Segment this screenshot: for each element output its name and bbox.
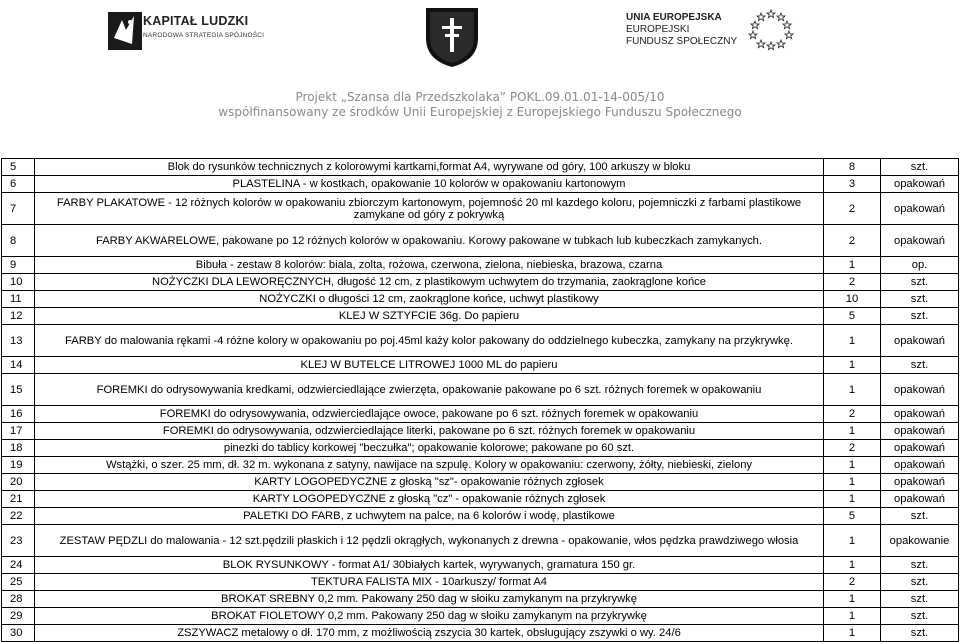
kapital-ludzki-subtitle: NARODOWA STRATEGIA SPÓJNOŚCI bbox=[143, 32, 265, 39]
row-number: 13 bbox=[2, 325, 35, 357]
row-number: 22 bbox=[2, 508, 35, 525]
row-unit: szt. bbox=[881, 508, 959, 525]
row-number: 20 bbox=[2, 474, 35, 491]
table-row bbox=[2, 557, 959, 574]
project-info bbox=[0, 90, 960, 120]
table-row bbox=[2, 625, 959, 642]
row-quantity: 1 bbox=[824, 457, 881, 474]
table-row bbox=[2, 525, 959, 557]
table-row bbox=[2, 308, 959, 325]
row-quantity: 1 bbox=[824, 608, 881, 625]
row-number: 8 bbox=[2, 225, 35, 257]
row-quantity: 1 bbox=[824, 557, 881, 574]
row-description: KLEJ W BUTELCE LITROWEJ 1000 ML do papieru bbox=[35, 357, 824, 374]
project-title: Projekt „Szansa dla Przedszkolaka” POKL.09.01.01-14-005/10 bbox=[295, 90, 665, 104]
row-quantity: 3 bbox=[824, 176, 881, 193]
table-row bbox=[2, 325, 959, 357]
row-quantity: 2 bbox=[824, 274, 881, 291]
row-quantity: 1 bbox=[824, 325, 881, 357]
table-row bbox=[2, 159, 959, 176]
row-unit: szt. bbox=[881, 291, 959, 308]
row-unit: szt. bbox=[881, 159, 959, 176]
row-number: 29 bbox=[2, 608, 35, 625]
row-description: FOREMKI do odrysowywania, odzwierciedlające literki, pakowane po 6 szt. różnych foremek w opakowaniu bbox=[35, 423, 824, 440]
row-number: 21 bbox=[2, 491, 35, 508]
eu-line-1: UNIA EUROPEJSKA bbox=[626, 12, 722, 23]
row-quantity: 1 bbox=[824, 357, 881, 374]
row-quantity: 10 bbox=[824, 291, 881, 308]
row-unit: opakowanie bbox=[881, 525, 959, 557]
row-unit: opakowań bbox=[881, 325, 959, 357]
row-unit: opakowań bbox=[881, 423, 959, 440]
row-quantity: 1 bbox=[824, 591, 881, 608]
row-quantity: 2 bbox=[824, 406, 881, 423]
row-quantity: 2 bbox=[824, 193, 881, 225]
table-row bbox=[2, 274, 959, 291]
row-number: 6 bbox=[2, 176, 35, 193]
row-unit: opakowań bbox=[881, 406, 959, 423]
row-number: 11 bbox=[2, 291, 35, 308]
page-header bbox=[0, 0, 960, 150]
table-row bbox=[2, 457, 959, 474]
row-description: BROKAT FIOLETOWY 0,2 mm. Pakowany 250 dag w słoiku zamykanym na przykrywkę bbox=[35, 608, 824, 625]
row-quantity: 1 bbox=[824, 374, 881, 406]
row-number: 18 bbox=[2, 440, 35, 457]
row-quantity: 5 bbox=[824, 508, 881, 525]
row-description: FARBY do malowania rękami -4 różne kolory w opakowaniu po poj.45ml każy kolor pakowany do oddzielnego kubeczka, zamykany na przykrywkę. bbox=[35, 325, 824, 357]
row-description: KARTY LOGOPEDYCZNE z głoską "sz"- opakowanie różnych zgłosek bbox=[35, 474, 824, 491]
table-row bbox=[2, 491, 959, 508]
row-description: PLASTELINA - w kostkach, opakowanie 10 kolorów w opakowaniu kartonowym bbox=[35, 176, 824, 193]
row-number: 7 bbox=[2, 193, 35, 225]
row-unit: szt. bbox=[881, 274, 959, 291]
table-row bbox=[2, 291, 959, 308]
row-unit: opakowań bbox=[881, 225, 959, 257]
row-number: 17 bbox=[2, 423, 35, 440]
row-description: PALETKI DO FARB, z uchwytem na palce, na 6 kolorów i wodę, plastikowe bbox=[35, 508, 824, 525]
table-row bbox=[2, 257, 959, 274]
row-description: NOŻYCZKI o długości 12 cm, zaokrąglone końce, uchwyt plastikowy bbox=[35, 291, 824, 308]
row-unit: opakowań bbox=[881, 491, 959, 508]
row-quantity: 1 bbox=[824, 257, 881, 274]
row-quantity: 5 bbox=[824, 308, 881, 325]
items-table bbox=[1, 158, 959, 642]
row-number: 12 bbox=[2, 308, 35, 325]
table-row bbox=[2, 591, 959, 608]
row-unit: opakowań bbox=[881, 374, 959, 406]
row-description: FOREMKI do odrysowywania kredkami, odzwierciedlające zwierzęta, opakowanie pakowane po 6 szt. różnych foremek w opakowaniu bbox=[35, 374, 824, 406]
table-row bbox=[2, 574, 959, 591]
row-description: TEKTURA FALISTA MIX - 10arkuszy/ format A4 bbox=[35, 574, 824, 591]
table-row bbox=[2, 423, 959, 440]
eu-line-3: FUNDUSZ SPOŁECZNY bbox=[626, 36, 738, 47]
table-row bbox=[2, 440, 959, 457]
row-description: NOŻYCZKI DLA LEWORĘCZNYCH, długość 12 cm, z plastikowym uchwytem do trzymania, zaokrąglone końce bbox=[35, 274, 824, 291]
table-row bbox=[2, 225, 959, 257]
row-number: 9 bbox=[2, 257, 35, 274]
coat-of-arms-icon bbox=[422, 4, 482, 70]
row-unit: op. bbox=[881, 257, 959, 274]
row-quantity: 1 bbox=[824, 423, 881, 440]
row-quantity: 8 bbox=[824, 159, 881, 176]
row-unit: opakowań bbox=[881, 474, 959, 491]
row-unit: szt. bbox=[881, 557, 959, 574]
row-quantity: 1 bbox=[824, 625, 881, 642]
eu-line-2: EUROPEJSKI bbox=[626, 24, 690, 35]
row-unit: szt. bbox=[881, 608, 959, 625]
row-unit: szt. bbox=[881, 625, 959, 642]
row-description: ZESTAW PĘDZLI do malowania - 12 szt.pędzili płaskich i 12 pędzli okrągłych, wykonanych z drewna - opakowanie, włos pędzka prawdziwego włosia bbox=[35, 525, 824, 557]
row-quantity: 2 bbox=[824, 225, 881, 257]
row-description: Wstążki, o szer. 25 mm, dł. 32 m. wykonana z satyny, nawijace na szpulę. Kolory w opakowaniu: czerwony, żółty, niebieski, zielony bbox=[35, 457, 824, 474]
table-row bbox=[2, 474, 959, 491]
row-description: Bibuła - zestaw 8 kolorów: biala, zolta, rożowa, czerwona, zielona, niebieska, brazowa, czarna bbox=[35, 257, 824, 274]
table-row bbox=[2, 374, 959, 406]
row-unit: opakowań bbox=[881, 457, 959, 474]
items-table-body bbox=[2, 159, 959, 642]
row-description: FOREMKI do odrysowywania, odzwierciedlające owoce, pakowane po 6 szt. różnych foremek w opakowaniu bbox=[35, 406, 824, 423]
row-description: FARBY PLAKATOWE - 12 różnych kolorów w opakowaniu zbiorczym kartonowym, pojemność 20 ml kazdego koloru, pojemniczki z farbami plastikowe zamykane od góry z pokrywką bbox=[35, 193, 824, 225]
table-row bbox=[2, 508, 959, 525]
row-quantity: 1 bbox=[824, 491, 881, 508]
table-row bbox=[2, 406, 959, 423]
row-number: 19 bbox=[2, 457, 35, 474]
table-row bbox=[2, 357, 959, 374]
eu-fund-label bbox=[626, 12, 737, 48]
eu-flag-icon bbox=[744, 6, 798, 52]
row-unit: opakowań bbox=[881, 193, 959, 225]
table-row bbox=[2, 193, 959, 225]
table-row bbox=[2, 176, 959, 193]
row-number: 28 bbox=[2, 591, 35, 608]
row-description: ZSZYWACZ metalowy o dł. 170 mm, z możliwością zszycia 30 kartek, obsługujący zszywki o wy. 24/6 bbox=[35, 625, 824, 642]
row-unit: szt. bbox=[881, 308, 959, 325]
row-description: Blok do rysunków technicznych z kolorowymi kartkami,format A4, wyrywane od góry, 100 arkuszy w bloku bbox=[35, 159, 824, 176]
row-description: KARTY LOGOPEDYCZNE z głoską "cz" - opakowanie różnych zgłosek bbox=[35, 491, 824, 508]
row-number: 10 bbox=[2, 274, 35, 291]
row-number: 30 bbox=[2, 625, 35, 642]
row-quantity: 1 bbox=[824, 525, 881, 557]
row-unit: opakowań bbox=[881, 176, 959, 193]
row-description: BROKAT SREBNY 0,2 mm. Pakowany 250 dag w słoiku zamykanym na przykrywkę bbox=[35, 591, 824, 608]
row-unit: szt. bbox=[881, 357, 959, 374]
row-unit: szt. bbox=[881, 574, 959, 591]
row-number: 15 bbox=[2, 374, 35, 406]
row-unit: szt. bbox=[881, 591, 959, 608]
row-quantity: 2 bbox=[824, 440, 881, 457]
row-number: 23 bbox=[2, 525, 35, 557]
row-quantity: 2 bbox=[824, 574, 881, 591]
row-description: KLEJ W SZTYFCIE 36g. Do papieru bbox=[35, 308, 824, 325]
row-quantity: 1 bbox=[824, 474, 881, 491]
row-number: 14 bbox=[2, 357, 35, 374]
row-number: 16 bbox=[2, 406, 35, 423]
row-unit: opakowań bbox=[881, 440, 959, 457]
row-description: BLOK RYSUNKOWY - format A1/ 30białych kartek, wyrywanych, gramatura 150 gr. bbox=[35, 557, 824, 574]
row-description: pinezki do tablicy korkowej "beczułka"; opakowanie kolorowe; pakowane po 60 szt. bbox=[35, 440, 824, 457]
row-number: 5 bbox=[2, 159, 35, 176]
row-number: 25 bbox=[2, 574, 35, 591]
kapital-ludzki-title: KAPITAŁ LUDZKI bbox=[143, 14, 249, 28]
row-description: FARBY AKWARELOWE, pakowane po 12 różnych kolorów w opakowaniu. Korowy pakowane w tubkach lub kubeczkach zamykanych. bbox=[35, 225, 824, 257]
project-funding: współfinansowany ze środków Unii Europejskiej z Europejskiego Funduszu Społecznego bbox=[218, 105, 742, 119]
row-number: 24 bbox=[2, 557, 35, 574]
